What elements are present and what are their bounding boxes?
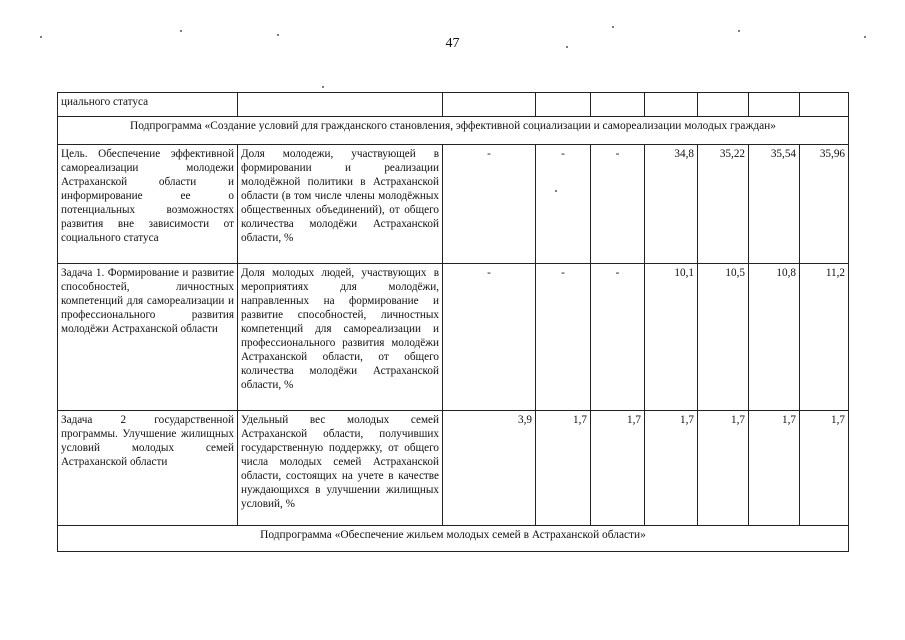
scan-speck — [566, 46, 568, 48]
goal-cell: Задача 2 государственной программы. Улучшение жилищных условий молодых семей Астраханской области — [58, 411, 238, 526]
subprogram-row — [58, 526, 849, 552]
value-cell — [749, 93, 800, 117]
page-number: 47 — [445, 36, 460, 51]
scan-speck — [738, 30, 740, 32]
value-cell — [800, 93, 849, 117]
scan-speck — [277, 34, 279, 36]
value-cell — [591, 93, 645, 117]
scan-speck — [612, 26, 614, 28]
scan-speck — [864, 36, 866, 38]
value-cell: 10,8 — [749, 264, 800, 411]
value-cell: 1,7 — [749, 411, 800, 526]
value-cell — [645, 93, 698, 117]
value-cell: 35,96 — [800, 145, 849, 264]
scan-speck — [40, 36, 42, 38]
table-row — [58, 145, 849, 264]
subprogram-title: Подпрограмма «Создание условий для гражданского становления, эффективной социализации и самореализации молодых граждан» — [58, 117, 849, 145]
indicator-cell: Удельный вес молодых семей Астраханской области, получивших государственную поддержку, от общего числа молодых семей Астраханской области, состоящих на учете в качестве нуждающихся в улучшении жилищных условий, % — [238, 411, 443, 526]
indicator-cell — [238, 93, 443, 117]
value-cell: 3,9 — [443, 411, 536, 526]
goal-cell: Цель. Обеспечение эффективной самореализации молодежи Астраханской области и информирование ее о потенциальных возможностях развития вне зависимости от социального статуса — [58, 145, 238, 264]
scan-speck — [180, 30, 182, 32]
subprogram-row — [58, 117, 849, 145]
value-cell — [443, 93, 536, 117]
value-cell: 1,7 — [536, 411, 591, 526]
value-cell: 1,7 — [800, 411, 849, 526]
value-cell: 34,8 — [645, 145, 698, 264]
subprogram-title: Подпрограмма «Обеспечение жильем молодых семей в Астраханской области» — [58, 526, 849, 552]
value-cell: - — [536, 264, 591, 411]
value-cell: 10,1 — [645, 264, 698, 411]
value-cell: 35,22 — [698, 145, 749, 264]
indicators-table — [57, 92, 849, 552]
value-cell: 1,7 — [645, 411, 698, 526]
goal-cell: Задача 1. Формирование и развитие способностей, личностных компетенций для самореализации и профессионального развития молодёжи Астраханской области — [58, 264, 238, 411]
value-cell: - — [536, 145, 591, 264]
indicator-cell: Доля молодых людей, участвующих в мероприятиях для молодёжи, направленных на формирование и развитие способностей, личностных компетенций для самореализации и профессионального развития молодёжи Астраханской области, от общего количества молодёжи Астраханской области, % — [238, 264, 443, 411]
scan-speck — [322, 86, 324, 88]
table-row — [58, 264, 849, 411]
value-cell: 1,7 — [591, 411, 645, 526]
value-cell: 11,2 — [800, 264, 849, 411]
value-cell: 1,7 — [698, 411, 749, 526]
value-cell: 10,5 — [698, 264, 749, 411]
value-cell: - — [591, 264, 645, 411]
value-cell — [536, 93, 591, 117]
indicator-cell: Доля молодежи, участвующей в формировании и реализации молодёжной политики в Астраханской области (в том числе члены молодёжных общественных объединений), от общего количества молодёжи Астраханской области, % — [238, 145, 443, 264]
goal-cell: циального статуса — [58, 93, 238, 117]
value-cell: 35,54 — [749, 145, 800, 264]
value-cell: - — [591, 145, 645, 264]
table-row — [58, 93, 849, 117]
value-cell: - — [443, 145, 536, 264]
value-cell — [698, 93, 749, 117]
value-cell: - — [443, 264, 536, 411]
table-row — [58, 411, 849, 526]
